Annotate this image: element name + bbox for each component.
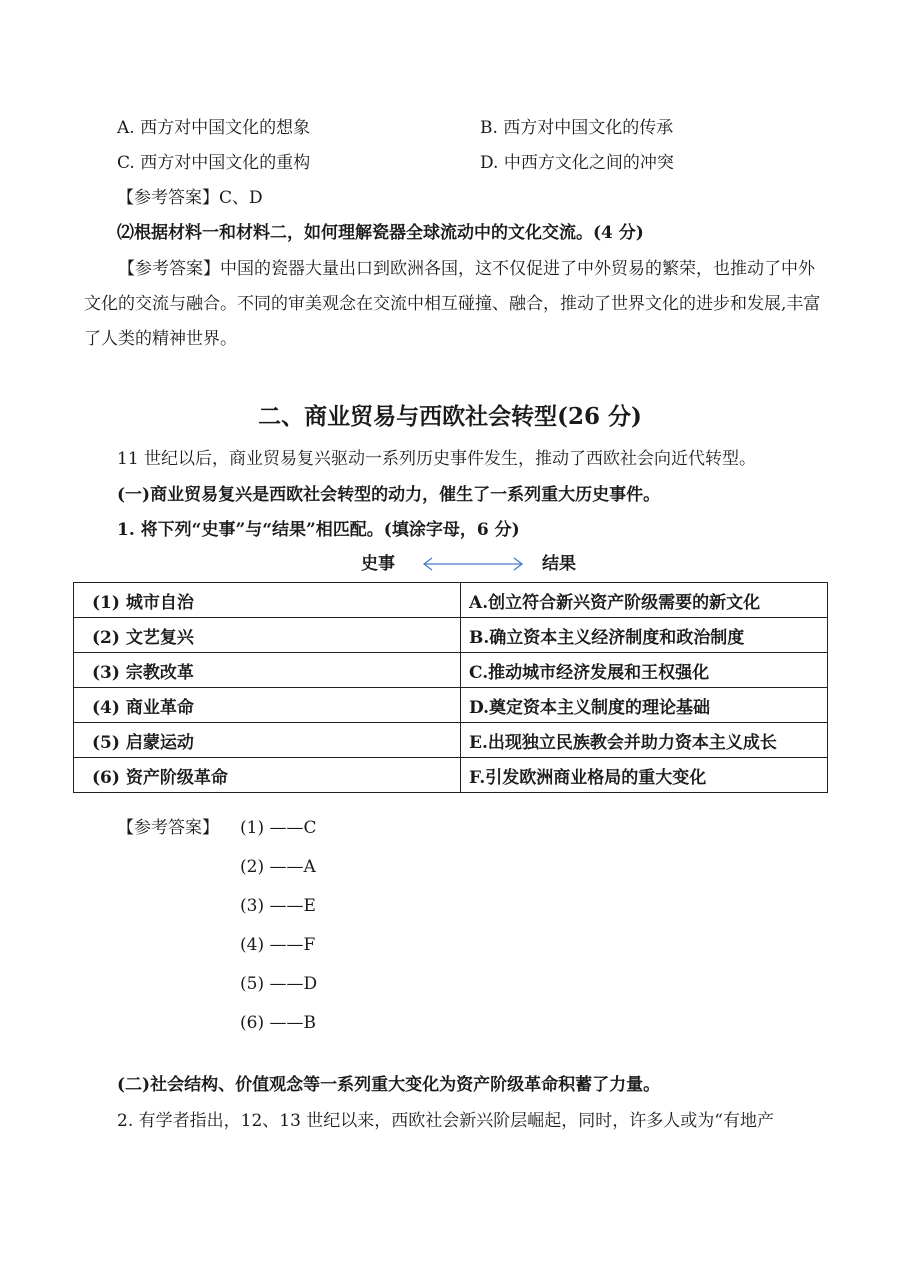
answer-1: 【参考答案】C、D [117,188,263,208]
result-cell: A.创立符合新兴资产阶级需要的新文化 [461,583,828,618]
table-row [74,583,828,618]
section-heading: 二、商业贸易与西欧社会转型(26 分) [258,403,642,430]
double-arrow-icon [420,556,526,572]
match-answer: (3) ——E [240,896,316,916]
table-row [74,653,828,688]
result-cell: E.出现独立民族教会并助力资本主义成长 [461,723,828,758]
question-1: 1. 将下列“史事”与“结果”相匹配。(填涂字母，6 分) [117,520,520,540]
result-cell: B.确立资本主义经济制度和政治制度 [461,618,828,653]
match-header [0,552,900,576]
subsection-1: (一)商业贸易复兴是西欧社会转型的动力，催生了一系列重大历史事件。 [117,485,661,505]
table-row [74,688,828,723]
event-cell: (2) 文艺复兴 [74,618,461,653]
table-row [74,758,828,793]
question-2: ⑵根据材料一和材料二，如何理解瓷器全球流动中的文化交流。(4 分) [117,223,644,243]
answer-2-paragraph: 【参考答案】中国的瓷器大量出口到欧洲各国，这不仅促进了中外贸易的繁荣，也推动了中外文化的交流与融合。不同的审美观念在交流中相互碰撞、融合，推动了世界文化的进步和发展,丰富了人类的精神世界。 [84,259,821,349]
result-cell: D.奠定资本主义制度的理论基础 [461,688,828,723]
table-row [74,618,828,653]
matching-table [73,582,828,793]
subsection-2: (二)社会结构、价值观念等一系列重大变化为资产阶级革命积蓄了力量。 [117,1075,661,1095]
event-cell: (5) 启蒙运动 [74,723,461,758]
option-a: A. 西方对中国文化的想象 [117,118,311,138]
match-answer: (6) ——B [240,1013,316,1033]
header-events: 史事 [361,554,395,574]
match-answer: (1) ——C [240,818,317,838]
match-answer: (4) ——F [240,935,316,955]
match-answer: (5) ——D [240,974,318,994]
match-answer: (2) ——A [240,857,316,877]
table-row [74,723,828,758]
answer-label: 【参考答案】 [117,818,219,838]
result-cell: F.引发欧洲商业格局的重大变化 [461,758,828,793]
event-cell: (1) 城市自治 [74,583,461,618]
header-results: 结果 [542,554,576,574]
question-2b: 2. 有学者指出，12、13 世纪以来，西欧社会新兴阶层崛起，同时，许多人或为“有地产 [117,1111,774,1131]
option-d: D. 中西方文化之间的冲突 [480,153,674,173]
event-cell: (3) 宗教改革 [74,653,461,688]
event-cell: (6) 资产阶级革命 [74,758,461,793]
option-b: B. 西方对中国文化的传承 [480,118,674,138]
result-cell: C.推动城市经济发展和王权强化 [461,653,828,688]
option-c: C. 西方对中国文化的重构 [117,153,311,173]
section-intro: 11 世纪以后，商业贸易复兴驱动一系列历史事件发生，推动了西欧社会向近代转型。 [117,449,757,469]
event-cell: (4) 商业革命 [74,688,461,723]
